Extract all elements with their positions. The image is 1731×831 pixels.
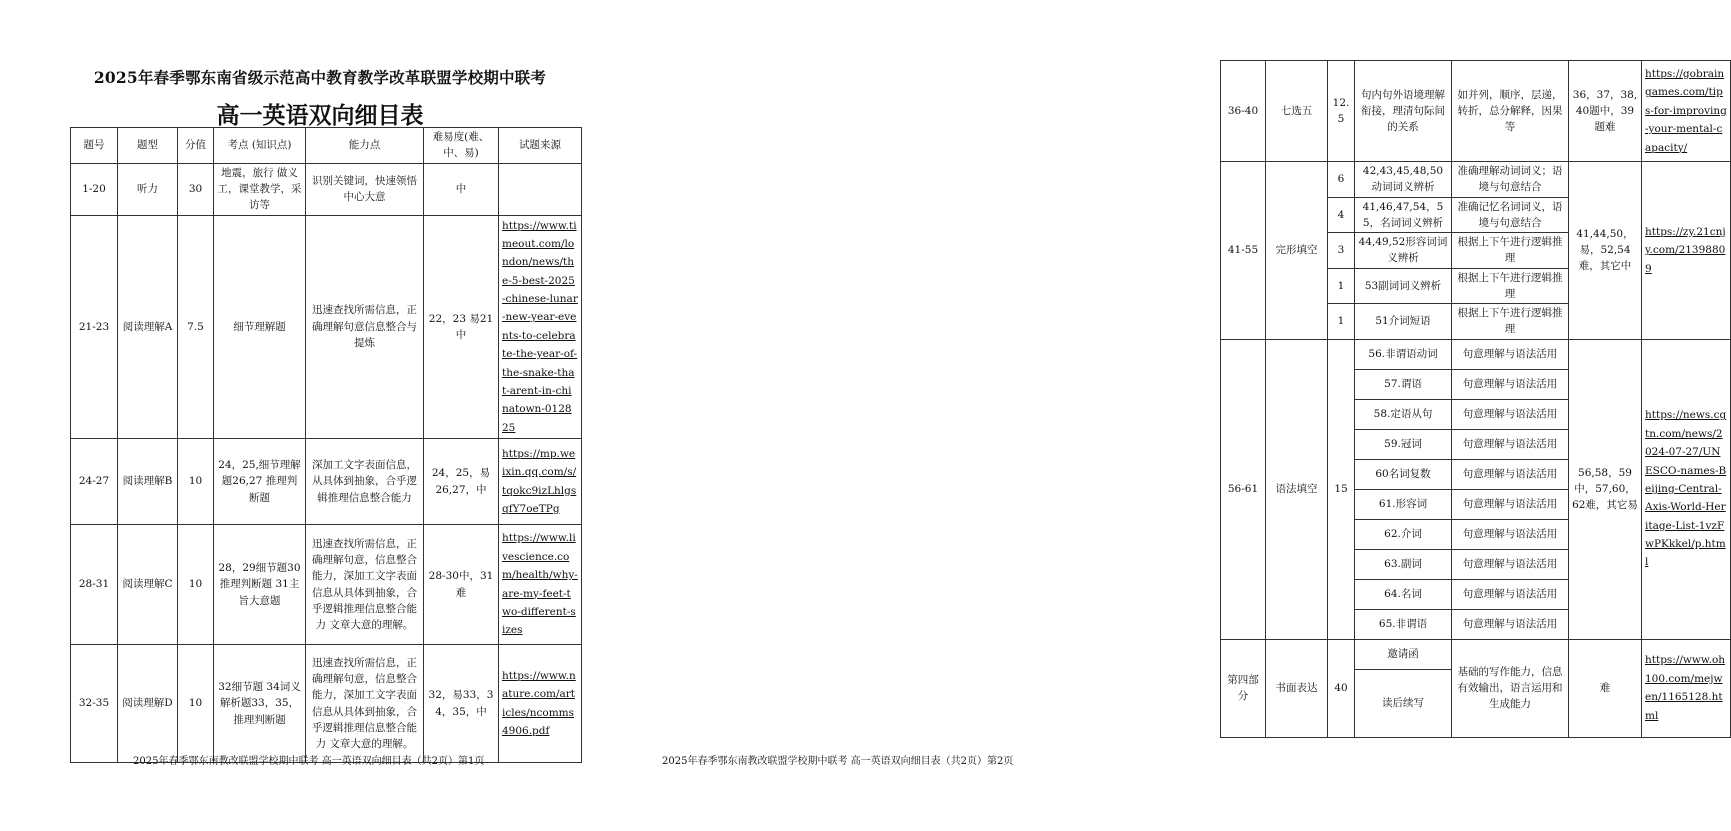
question-number: 41-55: [1221, 162, 1266, 340]
score: 4: [1328, 197, 1355, 233]
source-link[interactable]: https://www.livescience.com/health/why-are-my-feet-two-different-sizes: [499, 525, 582, 645]
score: 10: [178, 645, 214, 763]
question-number: 36-40: [1221, 61, 1266, 162]
knowledge-point: 24，25,细节理解题26,27 推理判断题: [214, 439, 306, 525]
knowledge-point: 59.冠词: [1355, 429, 1452, 459]
col-header-source: 试题来源: [499, 128, 582, 164]
source-link[interactable]: https://www.timeout.com/london/news/the-5-best-2025-chinese-lunar-new-year-events-to-celebrate-the-year-of-the-snake-that-arent-in-chinatown-012825: [499, 215, 582, 439]
document-title: 高一英语双向细目表: [216, 103, 424, 129]
spec-table-page-2: [1220, 60, 1731, 738]
source-link[interactable]: https://mp.weixin.qq.com/s/tqokc9izLhlgsqfY7oeTPg: [499, 439, 582, 525]
knowledge-point: 51介词短语: [1355, 304, 1452, 340]
score: 1: [1328, 304, 1355, 340]
knowledge-point: 28，29细节题30推理判断题 31主旨大意题: [214, 525, 306, 645]
question-type: 书面表达: [1266, 639, 1328, 737]
ability-point: 句意理解与语法活用: [1452, 609, 1569, 639]
knowledge-point: 32细节题 34词义解析题33，35，推理判断题: [214, 645, 306, 763]
table-row: [71, 215, 582, 439]
question-type: 阅读理解C: [118, 525, 178, 645]
source-link[interactable]: https://www.nature.com/articles/ncomms4906.pdf: [499, 645, 582, 763]
score: 10: [178, 525, 214, 645]
exam-title: 2025年春季鄂东南省级示范高中教育教学改革联盟学校期中联考: [93, 68, 547, 87]
knowledge-point: 64.名词: [1355, 579, 1452, 609]
ability-point: 句意理解与语法活用: [1452, 519, 1569, 549]
col-header-num: 题号: [71, 128, 118, 164]
page-2: [600, 0, 1727, 831]
knowledge-point: 56.非谓语动词: [1355, 339, 1452, 369]
spec-table-page-1: [70, 127, 582, 763]
difficulty: 41,44,50，易，52,54难，其它中: [1569, 162, 1642, 340]
knowledge-point: 62.介词: [1355, 519, 1452, 549]
ability-point: 句意理解与语法活用: [1452, 579, 1569, 609]
table-row: [1221, 61, 1731, 162]
score: 10: [178, 439, 214, 525]
ability-point: 如并列，顺序，层递，转折，总分解释，因果等: [1452, 61, 1569, 162]
score: 7.5: [178, 215, 214, 439]
knowledge-point: 60名词复数: [1355, 459, 1452, 489]
ability-point: 句意理解与语法活用: [1452, 459, 1569, 489]
difficulty: 中: [424, 163, 499, 215]
table-row: [1221, 339, 1731, 369]
difficulty: 32，易33，34，35，中: [424, 645, 499, 763]
ability-point: 根据上下午进行逻辑推理: [1452, 268, 1569, 304]
knowledge-point: 41,46,47,54，55，名词词义辨析: [1355, 197, 1452, 233]
col-header-score: 分值: [178, 128, 214, 164]
question-number: 1-20: [71, 163, 118, 215]
table-row: [71, 645, 582, 763]
ability-point: 句意理解与语法活用: [1452, 339, 1569, 369]
ability-point: 识别关键词，快速领悟中心大意: [306, 163, 424, 215]
ability-point: 迅速查找所需信息，正确理解句意，信息整合能力，深加工文字表面信息从具体到抽象，合乎逻辑推理信息整合能力 文章大意的理解。: [306, 525, 424, 645]
page-footer: 2025年春季鄂东南教改联盟学校期中联考 高一英语双向细目表（共2页）第1页: [133, 756, 485, 767]
table-row: [1221, 639, 1731, 669]
ability-point: 句意理解与语法活用: [1452, 489, 1569, 519]
col-header-type: 题型: [118, 128, 178, 164]
score: 15: [1328, 339, 1355, 639]
knowledge-point: 细节理解题: [214, 215, 306, 439]
question-number: 第四部分: [1221, 639, 1266, 737]
ability-point: 句意理解与语法活用: [1452, 549, 1569, 579]
question-type: 阅读理解D: [118, 645, 178, 763]
ability-point: 句意理解与语法活用: [1452, 429, 1569, 459]
source-link[interactable]: [499, 163, 582, 215]
knowledge-point: 57.谓语: [1355, 369, 1452, 399]
page-1: [0, 0, 600, 831]
score: 3: [1328, 233, 1355, 269]
score: 40: [1328, 639, 1355, 737]
table-row: [1221, 162, 1731, 198]
page-footer: 2025年春季鄂东南教改联盟学校期中联考 高一英语双向细目表（共2页）第2页: [662, 756, 1014, 767]
knowledge-point: 邀请函: [1355, 639, 1452, 669]
score: 6: [1328, 162, 1355, 198]
difficulty: 24，25，易 26,27，中: [424, 439, 499, 525]
knowledge-point: 58.定语从句: [1355, 399, 1452, 429]
question-number: 32-35: [71, 645, 118, 763]
ability-point: 准确记忆名词词义，语境与句意结合: [1452, 197, 1569, 233]
table-row: [71, 439, 582, 525]
source-link[interactable]: https://www.oh100.com/mejwen/1165128.html: [1642, 639, 1731, 737]
table-row: [71, 163, 582, 215]
knowledge-point: 65.非谓语: [1355, 609, 1452, 639]
knowledge-point: 44,49,52形容词词义辨析: [1355, 233, 1452, 269]
ability-point: 准确理解动词词义；语境与句意结合: [1452, 162, 1569, 198]
ability-point: 基础的写作能力，信息有效输出，语言运用和生成能力: [1452, 639, 1569, 737]
difficulty: 难: [1569, 639, 1642, 737]
score: 30: [178, 163, 214, 215]
source-link[interactable]: https://news.cgtn.com/news/2024-07-27/UNESCO-names-Beijing-Central-Axis-World-Heritage-List-1vzFwPKkkel/p.html: [1642, 339, 1731, 639]
ability-point: 句意理解与语法活用: [1452, 399, 1569, 429]
difficulty: 56,58，59中，57,60，62难，其它易: [1569, 339, 1642, 639]
header-row: [71, 128, 582, 164]
knowledge-point: 42,43,45,48,50动词词义辨析: [1355, 162, 1452, 198]
difficulty: 28-30中，31难: [424, 525, 499, 645]
question-type: 七选五: [1266, 61, 1328, 162]
question-type: 听力: [118, 163, 178, 215]
ability-point: 根据上下午进行逻辑推理: [1452, 304, 1569, 340]
knowledge-point: 63.副词: [1355, 549, 1452, 579]
knowledge-point: 读后续写: [1355, 669, 1452, 737]
table-row: [71, 525, 582, 645]
source-link[interactable]: https://gobraingames.com/tips-for-improving-your-mental-capacity/: [1642, 61, 1731, 162]
difficulty: 22，23 易21中: [424, 215, 499, 439]
score: 1: [1328, 268, 1355, 304]
score: 12.5: [1328, 61, 1355, 162]
knowledge-point: 53副词词义辨析: [1355, 268, 1452, 304]
question-number: 24-27: [71, 439, 118, 525]
ability-point: 根据上下午进行逻辑推理: [1452, 233, 1569, 269]
ability-point: 深加工文字表面信息，从具体到抽象，合乎逻辑推理信息整合能力: [306, 439, 424, 525]
knowledge-point: 地震，旅行 做义工，课堂教学，采访等: [214, 163, 306, 215]
question-number: 56-61: [1221, 339, 1266, 639]
knowledge-point: 61.形容词: [1355, 489, 1452, 519]
question-type: 完形填空: [1266, 162, 1328, 340]
col-header-point: 考点 (知识点): [214, 128, 306, 164]
knowledge-point: 句内句外语境理解衔接，理清句际间的关系: [1355, 61, 1452, 162]
question-type: 阅读理解A: [118, 215, 178, 439]
question-number: 28-31: [71, 525, 118, 645]
col-header-difficulty: 难易度(难、中、易): [424, 128, 499, 164]
ability-point: 句意理解与语法活用: [1452, 369, 1569, 399]
ability-point: 迅速查找所需信息，正确理解句意，信息整合能力，深加工文字表面信息从具体到抽象，合乎逻辑推理信息整合能力 文章大意的理解。: [306, 645, 424, 763]
question-type: 语法填空: [1266, 339, 1328, 639]
source-link[interactable]: https://zy.21cnjy.com/21398809: [1642, 162, 1731, 340]
col-header-ability: 能力点: [306, 128, 424, 164]
difficulty: 36，37，38,40题中，39题难: [1569, 61, 1642, 162]
question-number: 21-23: [71, 215, 118, 439]
question-type: 阅读理解B: [118, 439, 178, 525]
ability-point: 迅速查找所需信息，正确理解句意信息整合与提炼: [306, 215, 424, 439]
